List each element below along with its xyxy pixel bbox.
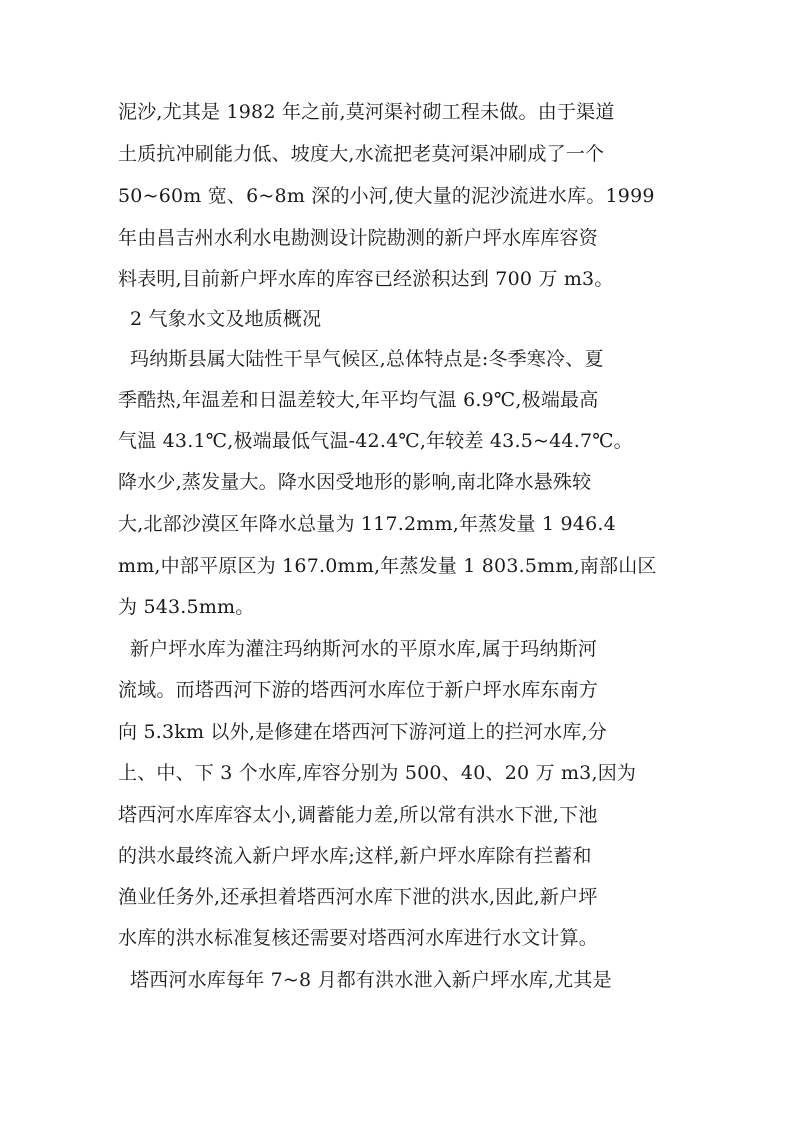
text-line-21: 水库的洪水标准复核还需要对塔西河水库进行水文计算。 bbox=[118, 927, 599, 949]
text-line-12: mm,中部平原区为 167.0mm,年蒸发量 1 803.5mm,南部山区 bbox=[118, 555, 657, 577]
text-line-22: 塔西河水库每年 7~8 月都有洪水泄入新户坪水库,尤其是 bbox=[130, 969, 612, 991]
text-line-15: 流域。而塔西河下游的塔西河水库位于新户坪水库东南方 bbox=[118, 679, 599, 701]
text-line-11: 大,北部沙漠区年降水总量为 117.2mm,年蒸发量 1 946.4 bbox=[118, 513, 616, 535]
text-line-10: 降水少,蒸发量大。降水因受地形的影响,南北降水悬殊较 bbox=[118, 471, 592, 493]
text-line-9: 气温 43.1℃,极端最低气温-42.4℃,年较差 43.5~44.7℃。 bbox=[118, 430, 633, 452]
text-line-2: 土质抗冲刷能力低、坡度大,水流把老莫河渠冲刷成了一个 bbox=[118, 143, 605, 165]
text-line-17: 上、中、下 3 个水库,库容分别为 500、40、20 万 m3,因为 bbox=[118, 762, 637, 784]
text-line-1: 泥沙,尤其是 1982 年之前,莫河渠衬砌工程未做。由于渠道 bbox=[118, 101, 615, 123]
text-line-5: 料表明,目前新户坪水库的库容已经淤积达到 700 万 m3。 bbox=[118, 268, 614, 290]
text-line-18: 塔西河水库库容太小,调蓄能力差,所以常有洪水下泄,下池 bbox=[118, 804, 598, 826]
text-line-13: 为 543.5mm。 bbox=[118, 596, 255, 618]
text-line-8: 季酷热,年温差和日温差较大,年平均气温 6.9℃,极端最高 bbox=[118, 389, 599, 411]
text-line-20: 渔业任务外,还承担着塔西河水库下泄的洪水,因此,新户坪 bbox=[118, 886, 598, 908]
text-line-7: 玛纳斯县属大陆性干旱气候区,总体特点是:冬季寒冷、夏 bbox=[130, 348, 604, 370]
text-line-4: 年由昌吉州水利水电勘测设计院勘测的新户坪水库库容资 bbox=[118, 227, 599, 249]
section-heading: 2 气象水文及地质概况 bbox=[130, 308, 322, 330]
text-line-3: 50~60m 宽、6~8m 深的小河,使大量的泥沙流进水库。1999 bbox=[118, 185, 655, 207]
text-line-14: 新户坪水库为灌注玛纳斯河水的平原水库,属于玛纳斯河 bbox=[130, 638, 598, 660]
text-line-19: 的洪水最终流入新户坪水库;这样,新户坪水库除有拦蓄和 bbox=[118, 845, 592, 867]
text-line-16: 向 5.3km 以外,是修建在塔西河下游河道上的拦河水库,分 bbox=[118, 721, 607, 743]
